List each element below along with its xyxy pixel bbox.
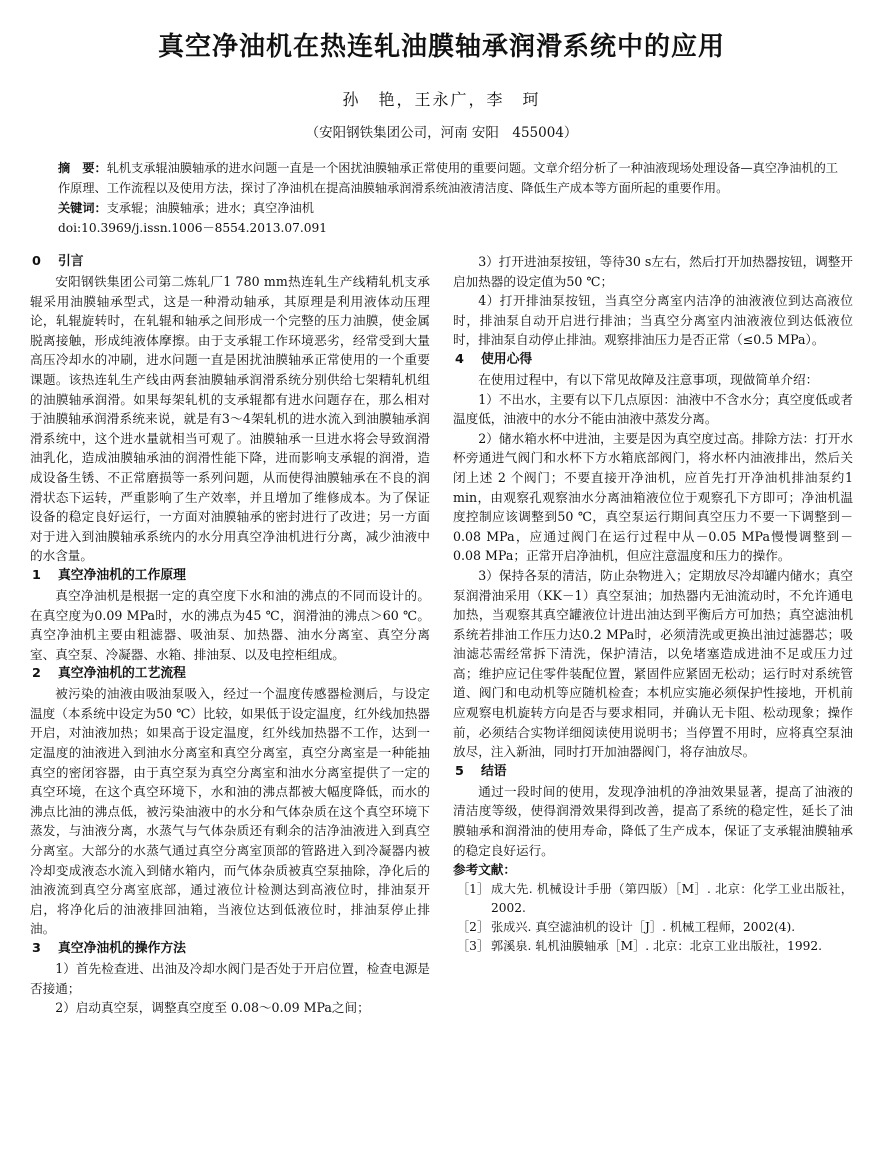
affiliation: （安阳钢铁集团公司，河南 安阳 455004）	[305, 125, 578, 141]
section-heading-0: 0 引言	[32, 254, 84, 269]
paragraph: 1）首先检查进、出油及冷却水阀门是否处于开启位置，检查电源是否接通；	[30, 961, 430, 996]
paragraph: 1）不出水，主要有以下几点原因：油液中不含水分；真空度低或者温度低，油液中的水分不能由油液中蒸发分离。	[453, 391, 853, 427]
paragraph: 被污染的油液由吸油泵吸入，经过一个温度传感器检测后，与设定温度（本系统中设定为50 ℃）比较，如果低于设定温度，红外线加热器开启，对油液加热；如果高于设定温度，红外线加热器不工作，达到一定温度的油液进入到油水分离室和真空分离室，真空分离室是一种能抽真空的密闭容器，由于真空泵为真空分离室和油水分离室提供了一定的真空环境，在这个真空环境下，水和油的沸点都被大幅度降低，而水的沸点比油的沸点低，被污染油液中的水分和气体杂质在这个真空环境下蒸发，与油液分离，水蒸气与气体杂质还有剩余的洁净油液进入到真空分离室。大部分的水蒸气通过真空分离室顶部的管路进入到冷凝器内被冷却变成液态水流入到储水箱内，而气体杂质被真空泵抽除，净化后的油液流到真空分离室底部，通过液位计检测达到高液位时，排油泵开启，将净化后的油液排回油箱，当液位达到低液位时，排油泵停止排油。	[30, 686, 430, 937]
references-heading: 参考文献：	[453, 862, 516, 878]
paragraph: 2）启动真空泵，调整真空度至 0.08～0.09 MPa之间；	[55, 1000, 370, 1016]
paragraph: 3）保持各泵的清洁，防止杂物进入；定期放尽冷却罐内储水；真空泵润滑油采用（KK－1）真空泵油；加热器内无油流动时，不允许通电加热，当观察其真空罐液位计进出油达到平衡后方可加热；真空滤油机系统若排油工作压力达0.2 MPa时，必须清洗或更换出油过滤器芯；吸油滤芯需经常拆下清洗，保护清洁，以免堵塞造成进油不足或压力过高；维护应记住零件装配位置，紧固件应紧固无松动；运行时对系统管道、阀门和电动机等应随机检查；本机应实施必须保护性接地，开机前应观察电机旋转方向是否与要求相同，并确认无卡阻、松动现象；操作前，必须结合实物详细阅读使用说明书；当停置不用时，应将真空泵油放尽，注入新油，同时打开加油器阀门，将存油放尽。	[453, 567, 853, 760]
section-heading-3: 3 真空净油机的操作方法	[32, 941, 186, 956]
keywords	[58, 198, 843, 218]
keywords-label: 关键词：	[58, 201, 107, 215]
paragraph: 安阳钢铁集团公司第二炼轧厂1 780 mm热连轧生产线精轧机支承辊采用油膜轴承型式，这是一种滑动轴承，其原理是利用液体动压理论，轧辊旋转时，在轧辊和轴承之间形成一个完整的压力油膜，使金属脱离接触，形成纯液体摩擦。由于支承辊工作环境恶劣，经常受到大量高压冷却水的冲刷，进水问题一直是困扰油膜轴承正常使用的一个重要课题。该热连轧生产线由两套油膜轴承润滑系统分别供给七架精轧机组的油膜轴承润滑。如果每架轧机的支承辊都有进水问题存在，那么相对于油膜轴承润滑系统来说，就是有3～4架轧机的进水流入到油膜轴承润滑系统中，这个进水量就相当可观了。油膜轴承一旦进水将会导致润滑油乳化，造成油膜轴承油的润滑性能下降，进而影响支承辊的润滑，造成设备生锈、不正常磨损等一系列问题，从而使得油膜轴承在不良的润滑状态下运转，严重影响了生产效率，并且增加了维修成本。为了保证设备的稳定良好运行，一方面对油膜轴承的密封进行了改进；另一方面对于进入到油膜轴承系统内的水分用真空净油机进行分离，减少油液中的水含量。	[30, 274, 430, 564]
body-columns	[30, 252, 853, 1018]
doi: doi:10.3969/j.issn.1006－8554.2013.07.091	[58, 221, 328, 235]
reference-item: ［3］ 郭溪泉. 轧机油膜轴承［M］. 北京：北京工业出版社，1992.	[457, 939, 822, 954]
section-heading-4: 4 使用心得	[455, 351, 533, 367]
paper-title: 真空净油机在热连轧油膜轴承润滑系统中的应用	[157, 32, 725, 62]
paragraph: 在使用过程中，有以下常见故障及注意事项，现做简单介绍：	[478, 371, 819, 387]
paragraph: 3）打开进油泵按钮，等待30 s左右，然后打开加热器按钮，调整开启加热器的设定值为50 ℃；	[453, 254, 853, 289]
paragraph: 4）打开排油泵按钮，当真空分离室内洁净的油液液位到达高液位时，排油泵自动开启进行排油；当真空分离室内油液液位到达低液位时，排油泵自动停止排油。观察排油压力是否正常（≤0.5 MPa）。	[453, 293, 853, 348]
abstract	[58, 158, 843, 198]
reference-item: ［1］ 成大先. 机械设计手册（第四版）［M］. 北京：化学工业出版社，2002.	[457, 882, 853, 916]
right-column	[453, 252, 853, 1018]
left-column	[30, 252, 430, 1018]
paragraph: 通过一段时间的使用，发现净油机的净油效果显著，提高了油液的清洁度等级，使得润滑效果得到改善，提高了系统的稳定性，延长了油膜轴承和润滑油的使用寿命，降低了生产成本，保证了支承辊油膜轴承的稳定良好运行。	[453, 783, 853, 858]
abstract-text: 轧机支承辊油膜轴承的进水问题一直是一个困扰油膜轴承正常使用的重要问题。文章介绍分析了一种油液现场处理设备—真空净油机的工作原理、工作流程以及使用方法，探讨了净油机在提高油膜轴承润滑系统油液清洁度、降低生产成本等方面所起的重要作用。	[58, 161, 838, 195]
section-heading-2: 2 真空净油机的工艺流程	[32, 666, 186, 682]
section-heading-1: 1 真空净油机的工作原理	[32, 567, 186, 583]
abstract-block	[58, 158, 843, 238]
reference-item: ［2］ 张成兴. 真空滤油机的设计［J］. 机械工程师，2002(4).	[457, 920, 796, 935]
authors: 孙 艳，王永广，李 珂	[342, 90, 541, 109]
abstract-label: 摘 要：	[58, 161, 107, 175]
section-heading-5: 5 结语	[455, 763, 507, 779]
reference-list	[453, 880, 853, 956]
paragraph: 2）储水箱水杯中进油，主要是因为真空度过高。排除方法：打开水杯旁通进气阀门和水杯下方水箱底部阀门，将水杯内油液排出，然后关闭上述 2 个阀门；不要直接开净油机，应首先打开净油机排油泵约1 min，由观察孔观察油水分离油箱液位位于观察孔下方即可；净油机温度控制应该调整到50 ℃，真空泵运行期间真空压力不要一下调整到－0.08 MPa，应通过阀门在运行过程中从－0.05 MPa慢慢调整到－0.08 MPa；正常开启净油机，但应注意温度和压力的操作。	[453, 430, 853, 564]
keywords-text: 支承辊；油膜轴承；进水；真空净油机	[106, 201, 314, 215]
paragraph: 真空净油机是根据一定的真空度下水和油的沸点的不同而设计的。在真空度为0.09 MPa时，水的沸点为45 ℃，润滑油的沸点＞60 ℃。真空净油机主要由粗滤器、吸油泵、加热器、油水分离室、真空分离室、真空泵、冷凝器、水箱、排油泵、以及电控柜组成。	[30, 587, 430, 662]
